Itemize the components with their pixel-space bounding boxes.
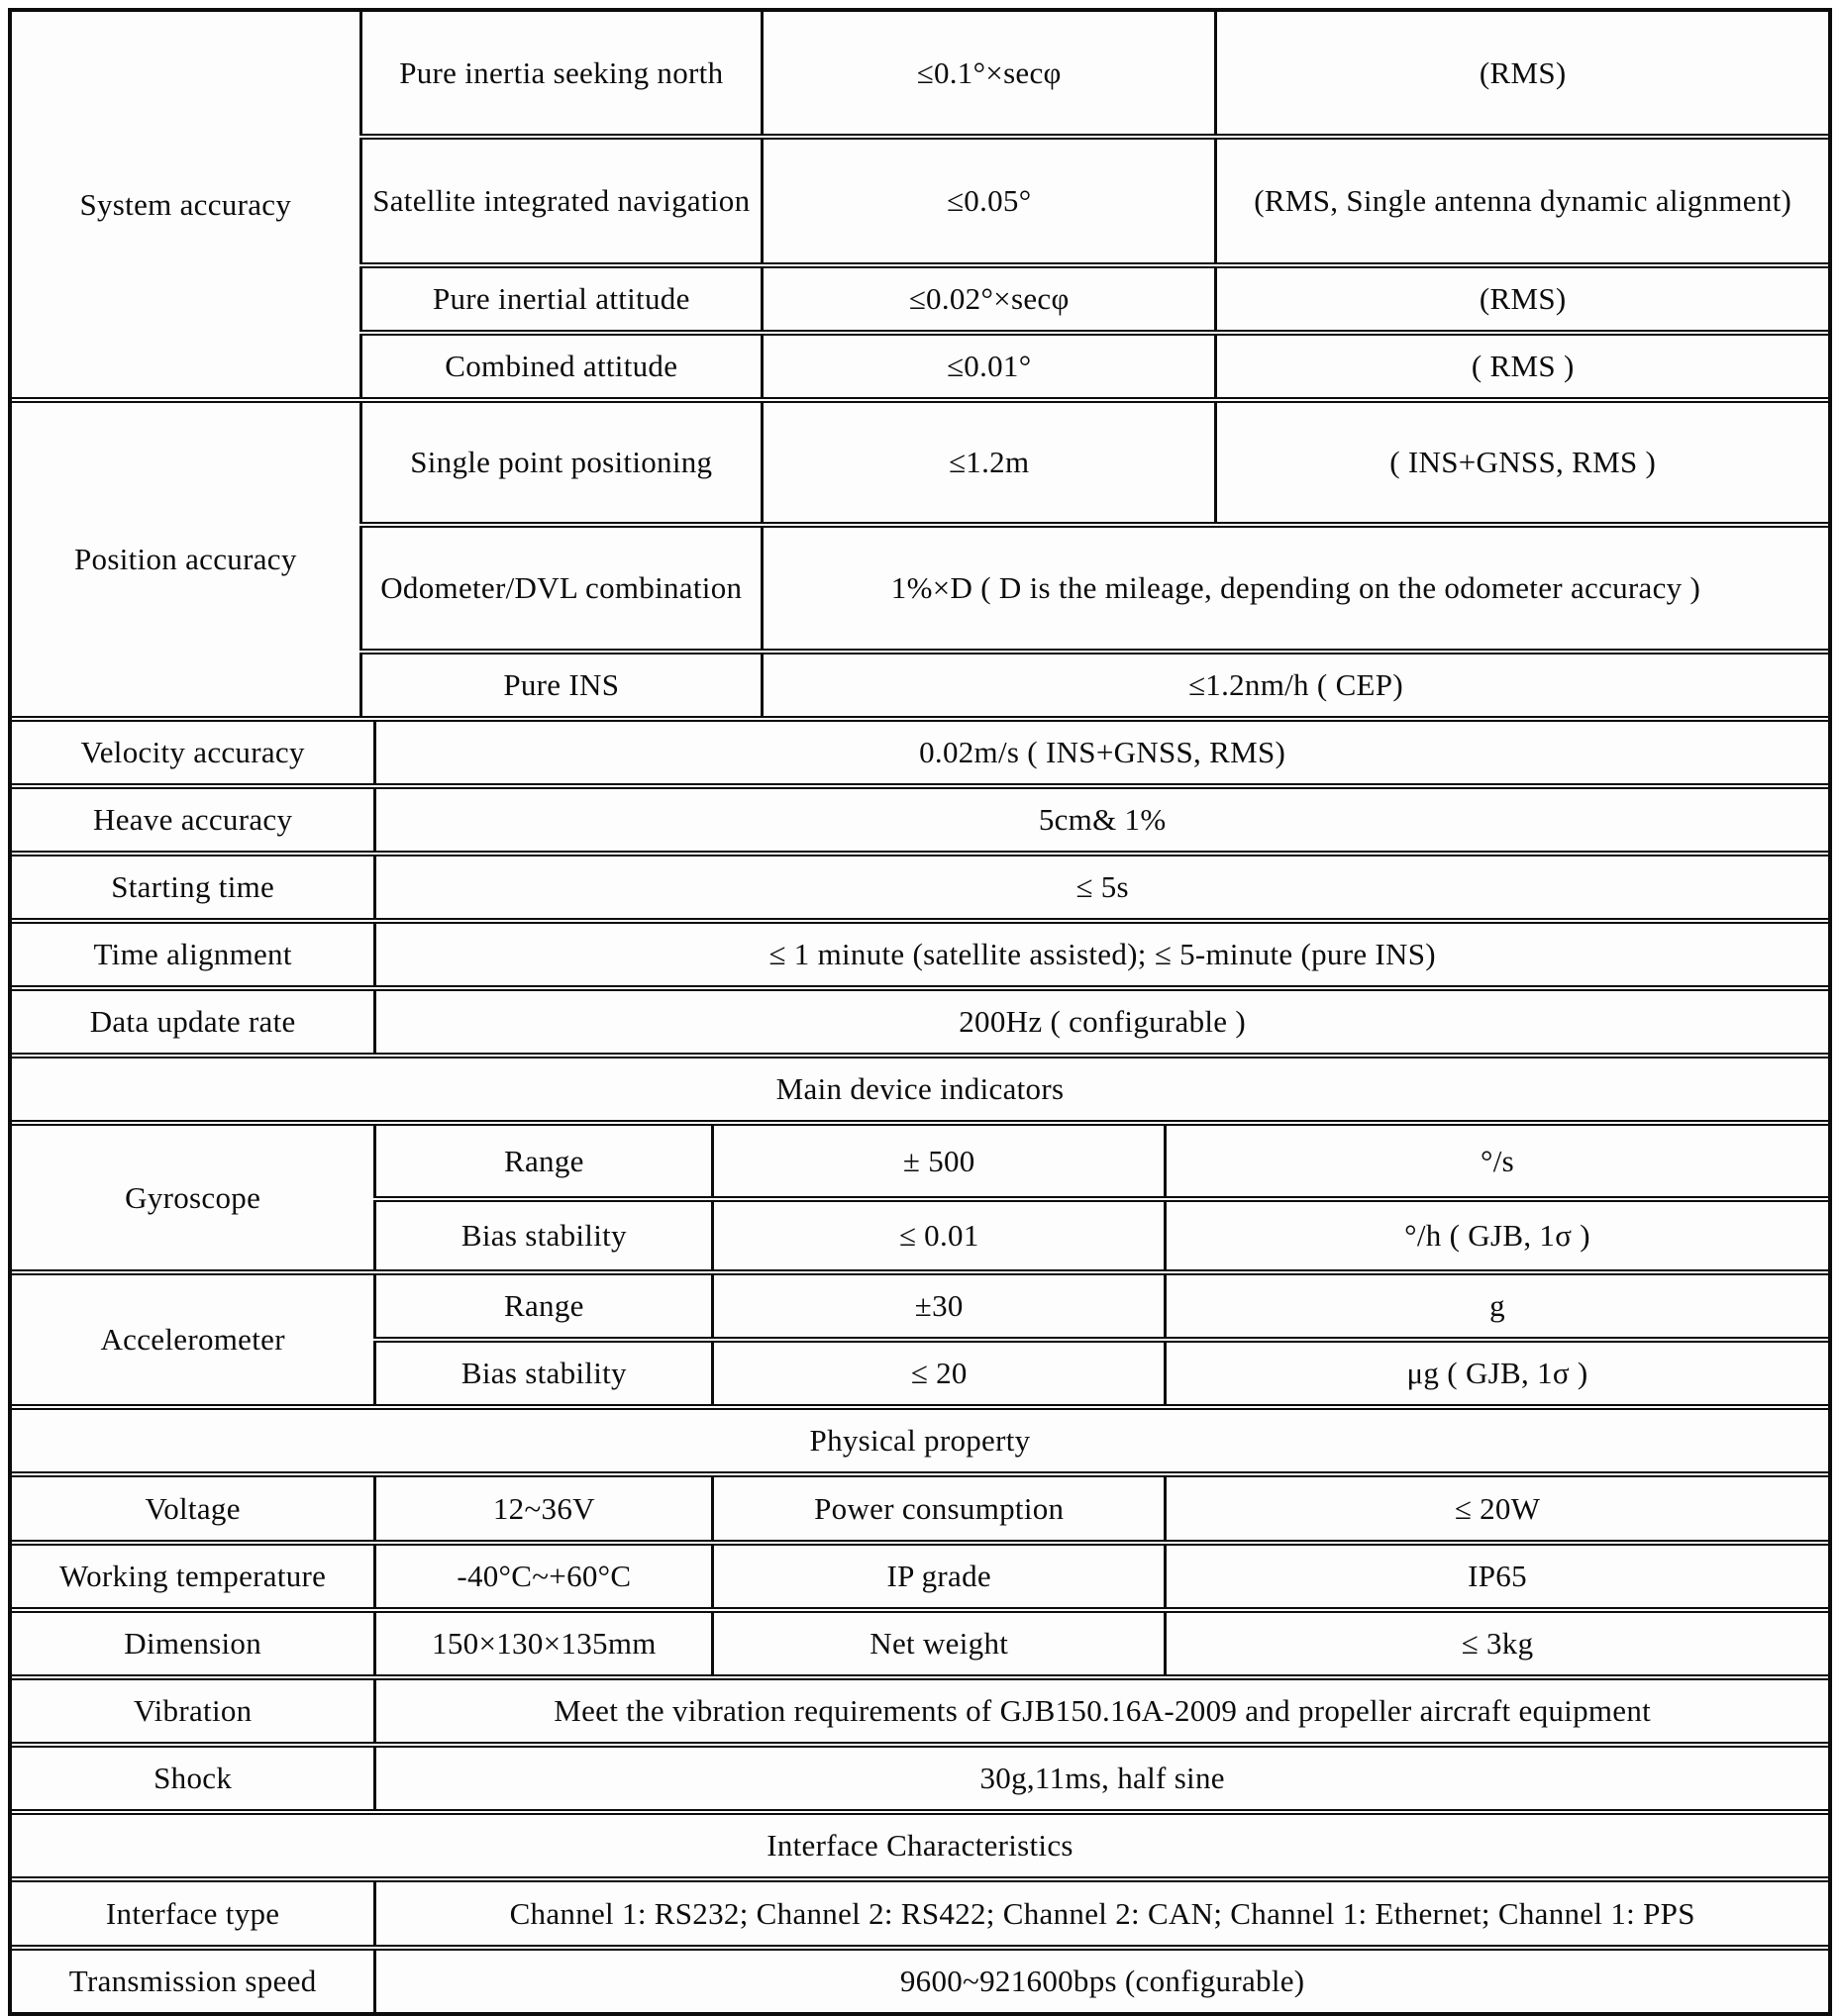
- param-pure-inertia-seeking-north: Pure inertia seeking north: [360, 12, 762, 137]
- value-heave-accuracy: 5cm& 1%: [375, 786, 1828, 854]
- value-vibration: Meet the vibration requirements of GJB150.16A-2009 and propeller aircraft equipment: [375, 1680, 1828, 1745]
- group-label-system-accuracy: System accuracy: [12, 12, 360, 400]
- interface-header-table: [12, 1815, 1828, 1882]
- value-velocity-accuracy: 0.02m/s ( INS+GNSS, RMS): [375, 722, 1828, 786]
- value-pure-inertia-seeking-north: ≤0.1°×secφ: [762, 12, 1216, 137]
- table-row: [12, 1410, 1828, 1474]
- param-pure-inertial-attitude: Pure inertial attitude: [360, 265, 762, 333]
- param-interface-type: Interface type: [12, 1882, 375, 1948]
- table-row: [12, 1882, 1828, 1948]
- param-working-temperature: Working temperature: [12, 1543, 375, 1610]
- value-gyro-bias-stability: ≤ 0.01: [713, 1199, 1166, 1272]
- note-pure-inertia-seeking-north: (RMS): [1216, 12, 1828, 137]
- table-row: [12, 1815, 1828, 1879]
- value-accel-bias-stability: ≤ 20: [713, 1340, 1166, 1407]
- unit-gyro-bias-stability: °/h ( GJB, 1σ ): [1166, 1199, 1828, 1272]
- table-row: [12, 988, 1828, 1056]
- group-label-gyroscope: Gyroscope: [12, 1126, 375, 1272]
- param-power-consumption: Power consumption: [713, 1477, 1166, 1543]
- value-gyro-range: ± 500: [713, 1126, 1166, 1199]
- param-ip-grade: IP grade: [713, 1543, 1166, 1610]
- main-device-header-table: [12, 1058, 1828, 1126]
- param-gyro-bias-stability: Bias stability: [375, 1199, 713, 1272]
- value-pure-inertial-attitude: ≤0.02°×secφ: [762, 265, 1216, 333]
- table-row: [12, 1948, 1828, 2012]
- environment-table: [12, 1680, 1828, 1815]
- table-row: [12, 786, 1828, 854]
- accuracy-table: [12, 12, 1828, 722]
- param-velocity-accuracy: Velocity accuracy: [12, 722, 375, 786]
- note-satellite-integrated-navigation: (RMS, Single antenna dynamic alignment): [1216, 137, 1828, 265]
- group-label-accelerometer: Accelerometer: [12, 1272, 375, 1407]
- value-accel-range: ±30: [713, 1272, 1166, 1340]
- table-row: [12, 1058, 1828, 1123]
- physical-table: [12, 1477, 1828, 1680]
- value-satellite-integrated-navigation: ≤0.05°: [762, 137, 1216, 265]
- param-single-point-positioning: Single point positioning: [360, 400, 762, 525]
- value-odometer-dvl-combination: 1%×D ( D is the mileage, depending on the odometer accuracy ): [762, 525, 1828, 652]
- group-label-position-accuracy: Position accuracy: [12, 400, 360, 719]
- value-pure-ins: ≤1.2nm/h ( CEP): [762, 652, 1828, 719]
- param-dimension: Dimension: [12, 1610, 375, 1677]
- table-row: [12, 1272, 1828, 1340]
- value-working-temperature: -40°C~+60°C: [375, 1543, 713, 1610]
- table-row: [12, 400, 1828, 525]
- interface-table: [12, 1882, 1828, 2012]
- table-row: [12, 1680, 1828, 1745]
- table-row: [12, 854, 1828, 921]
- param-data-update-rate: Data update rate: [12, 988, 375, 1056]
- note-single-point-positioning: ( INS+GNSS, RMS ): [1216, 400, 1828, 525]
- value-data-update-rate: 200Hz ( configurable ): [375, 988, 1828, 1056]
- param-pure-ins: Pure INS: [360, 652, 762, 719]
- param-shock: Shock: [12, 1745, 375, 1812]
- value-dimension: 150×130×135mm: [375, 1610, 713, 1677]
- value-net-weight: ≤ 3kg: [1166, 1610, 1828, 1677]
- value-shock: 30g,11ms, half sine: [375, 1745, 1828, 1812]
- general-table: [12, 722, 1828, 1058]
- param-accel-range: Range: [375, 1272, 713, 1340]
- table-row: [12, 1543, 1828, 1610]
- value-ip-grade: IP65: [1166, 1543, 1828, 1610]
- spec-sheet: [8, 8, 1832, 2016]
- param-net-weight: Net weight: [713, 1610, 1166, 1677]
- table-row: [12, 921, 1828, 988]
- note-pure-inertial-attitude: (RMS): [1216, 265, 1828, 333]
- param-gyro-range: Range: [375, 1126, 713, 1199]
- value-voltage: 12~36V: [375, 1477, 713, 1543]
- param-transmission-speed: Transmission speed: [12, 1948, 375, 2012]
- param-starting-time: Starting time: [12, 854, 375, 921]
- param-satellite-integrated-navigation: Satellite integrated navigation: [360, 137, 762, 265]
- table-row: [12, 722, 1828, 786]
- param-voltage: Voltage: [12, 1477, 375, 1543]
- value-single-point-positioning: ≤1.2m: [762, 400, 1216, 525]
- note-combined-attitude: ( RMS ): [1216, 333, 1828, 400]
- table-row: [12, 1610, 1828, 1677]
- value-interface-type: Channel 1: RS232; Channel 2: RS422; Channel 2: CAN; Channel 1: Ethernet; Channel 1: PPS: [375, 1882, 1828, 1948]
- param-time-alignment: Time alignment: [12, 921, 375, 988]
- param-accel-bias-stability: Bias stability: [375, 1340, 713, 1407]
- param-combined-attitude: Combined attitude: [360, 333, 762, 400]
- table-row: [12, 1126, 1828, 1199]
- param-odometer-dvl-combination: Odometer/DVL combination: [360, 525, 762, 652]
- table-row: [12, 12, 1828, 137]
- table-row: [12, 1477, 1828, 1543]
- table-row: [12, 1745, 1828, 1812]
- section-header-interface-characteristics: Interface Characteristics: [12, 1815, 1828, 1879]
- value-time-alignment: ≤ 1 minute (satellite assisted); ≤ 5-minute (pure INS): [375, 921, 1828, 988]
- value-power-consumption: ≤ 20W: [1166, 1477, 1828, 1543]
- section-header-main-device-indicators: Main device indicators: [12, 1058, 1828, 1123]
- value-combined-attitude: ≤0.01°: [762, 333, 1216, 400]
- unit-accel-range: g: [1166, 1272, 1828, 1340]
- sensor-table: [12, 1126, 1828, 1410]
- physical-header-table: [12, 1410, 1828, 1477]
- param-heave-accuracy: Heave accuracy: [12, 786, 375, 854]
- section-header-physical-property: Physical property: [12, 1410, 1828, 1474]
- unit-gyro-range: °/s: [1166, 1126, 1828, 1199]
- param-vibration: Vibration: [12, 1680, 375, 1745]
- value-starting-time: ≤ 5s: [375, 854, 1828, 921]
- unit-accel-bias-stability: μg ( GJB, 1σ ): [1166, 1340, 1828, 1407]
- value-transmission-speed: 9600~921600bps (configurable): [899, 1964, 1305, 1998]
